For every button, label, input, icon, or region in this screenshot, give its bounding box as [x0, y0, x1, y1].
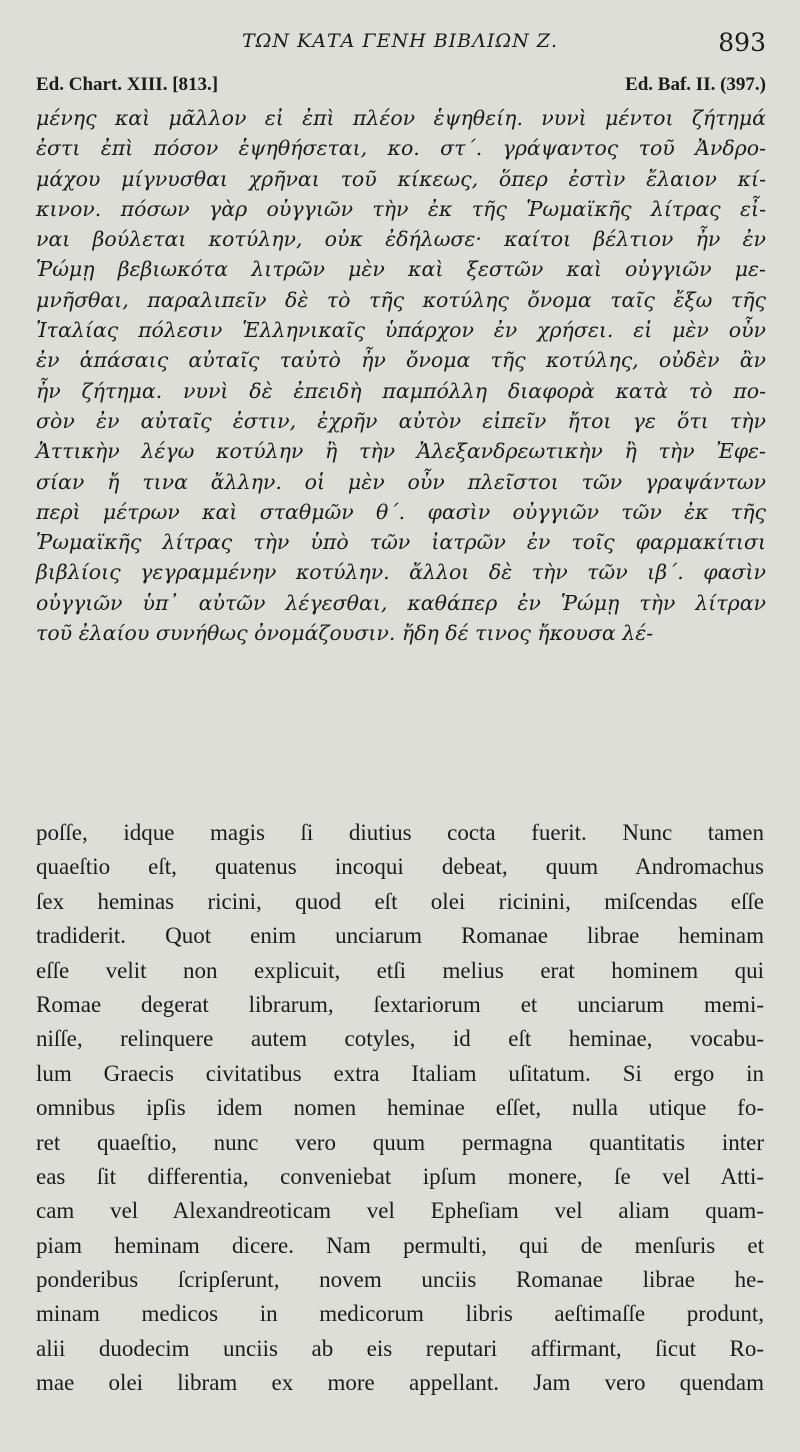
latin-text-line: niſſe, relinquere autem cotyles, id eſt heminae, vocabu- — [36, 1026, 764, 1052]
running-title: ΤΩΝ ΚΑΤΑ ΓΕΝΗ ΒΙΒΛΙΩΝ Ζ. — [241, 30, 559, 52]
latin-text-line: cam vel Alexandreoticam vel Epheſiam vel aliam quam- — [36, 1198, 764, 1224]
latin-text-line: alii duodecim unciis ab eis reputari affirmant, ſicut Ro- — [36, 1335, 764, 1361]
greek-text-line: σίαν ἤ τινα ἄλλην. οἱ μὲν οὖν πλεῖστοι τῶν γραψάντων — [36, 469, 766, 494]
latin-text-line: lum Graecis civitatibus extra Italiam uſitatum. Si ergo in — [36, 1060, 764, 1086]
greek-text-line: ναι βούλεται κοτύλην, οὐκ ἐδήλωσε· καίτοι βέλτιον ἦν ἐν — [36, 227, 766, 252]
greek-text-line: οὐγγιῶν ὑπ᾽ αὐτῶν λέγεσθαι, καθάπερ ἐν Ῥώμῃ τὴν λίτραν — [36, 590, 766, 615]
greek-text-line: τοῦ ἐλαίου συνήθως ὀνομάζουσιν. ἤδη δέ τινος ἤκουσα λέ- — [36, 621, 654, 646]
greek-text-line: σὸν ἐν αὐταῖς ἐστιν, ἐχρῆν αὐτὸν εἰπεῖν ἤτοι γε ὅτι τὴν — [36, 408, 766, 433]
latin-text-line: piam heminam dicere. Nam permulti, qui de menſuris et — [36, 1232, 764, 1258]
greek-text-line: μνῆσθαι, παραλιπεῖν δὲ τὸ τῆς κοτύλης ὄνομα ταῖς ἔξω τῆς — [36, 287, 766, 312]
greek-text-line: Ῥωμαϊκῆς λίτρας τὴν ὑπὸ τῶν ἰατρῶν ἐν τοῖς φαρμακίτισι — [36, 530, 766, 555]
latin-text-line: eſſe velit non explicuit, etſi melius erat hominem qui — [36, 957, 764, 983]
greek-text-block — [36, 103, 766, 648]
latin-text-block — [36, 816, 764, 1401]
edition-reference-left: Ed. Chart. XIII. [813.] — [36, 74, 219, 95]
greek-text-line: περὶ μέτρων καὶ σταθμῶν θ΄. φασὶν οὐγγιῶν τῶν ἐκ τῆς — [36, 499, 766, 524]
greek-text-line: Ῥώμῃ βεβιωκότα λιτρῶν μὲν καὶ ξεστῶν καὶ οὐγγιῶν με- — [36, 257, 766, 282]
greek-text-line: Ἀττικὴν λέγω κοτύλην ἢ τὴν Ἀλεξανδρεωτικὴν ἢ τὴν Ἐφε- — [36, 439, 766, 464]
greek-text-line: ἐστι ἐπὶ πόσον ἑψηθήσεται, κο. στ΄. γράψαντος τοῦ Ἀνδρο- — [36, 136, 766, 161]
latin-text-line: quaeſtio eſt, quatenus incoqui debeat, quum Andromachus — [36, 854, 764, 880]
latin-text-line: ret quaeſtio, nunc vero quum permagna quantitatis inter — [36, 1129, 764, 1155]
greek-text-line: Ἰταλίας πόλεσιν Ἑλληνικαῖς ὑπάρχον ἐν χρήσει. εἰ μὲν οὖν — [36, 318, 766, 343]
greek-text-line: βιβλίοις γεγραμμένην κοτύλην. ἄλλοι δὲ τὴν τῶν ιβ΄. φασὶν — [36, 560, 766, 585]
latin-text-line: ponderibus ſcripſerunt, novem unciis Romanae librae he- — [36, 1267, 764, 1293]
edition-reference-right: Ed. Baf. II. (397.) — [625, 74, 766, 95]
latin-text-line: ſex heminas ricini, quod eſt olei ricinini, miſcendas eſſe — [36, 888, 764, 914]
latin-text-line: tradiderit. Quot enim unciarum Romanae librae heminam — [36, 923, 764, 949]
greek-text-line: μάχου μίγνυσθαι χρῆναι τοῦ κίκεως, ὅπερ ἐστὶν ἔλαιον κί- — [36, 166, 766, 191]
greek-text-line: μένης καὶ μᾶλλον εἰ ἐπὶ πλέον ἑψηθείη. νυνὶ μέντοι ζήτημά — [36, 106, 766, 130]
page-number: 893 — [718, 28, 766, 57]
latin-text-line: mae olei libram ex more appellant. Jam vero quendam — [36, 1370, 764, 1396]
greek-text-line: ἐν ἁπάσαις αὐταῖς ταὐτὸ ἦν ὄνομα τῆς κοτύλης, οὐδὲν ἂν — [36, 348, 766, 373]
latin-text-line: Romae degerat librarum, ſextariorum et unciarum memi- — [36, 991, 764, 1017]
greek-text-line: κινον. πόσων γὰρ οὐγγιῶν τὴν ἐκ τῆς Ῥωμαϊκῆς λίτρας εἶ- — [36, 196, 766, 221]
latin-text-line: minam medicos in medicorum libris aeſtimaſſe produnt, — [36, 1301, 764, 1327]
latin-text-line: eas ſit differentia, conveniebat ipſum monere, ſe vel Atti- — [36, 1163, 764, 1189]
latin-text-line: poſſe, idque magis ſi diutius cocta fuerit. Nunc tamen — [36, 820, 764, 845]
latin-text-line: omnibus ipſis idem nomen heminae eſſet, nulla utique fo- — [36, 1095, 764, 1121]
greek-text-line: ἦν ζήτημα. νυνὶ δὲ ἐπειδὴ παμπόλλη διαφορὰ κατὰ τὸ πο- — [36, 378, 766, 403]
